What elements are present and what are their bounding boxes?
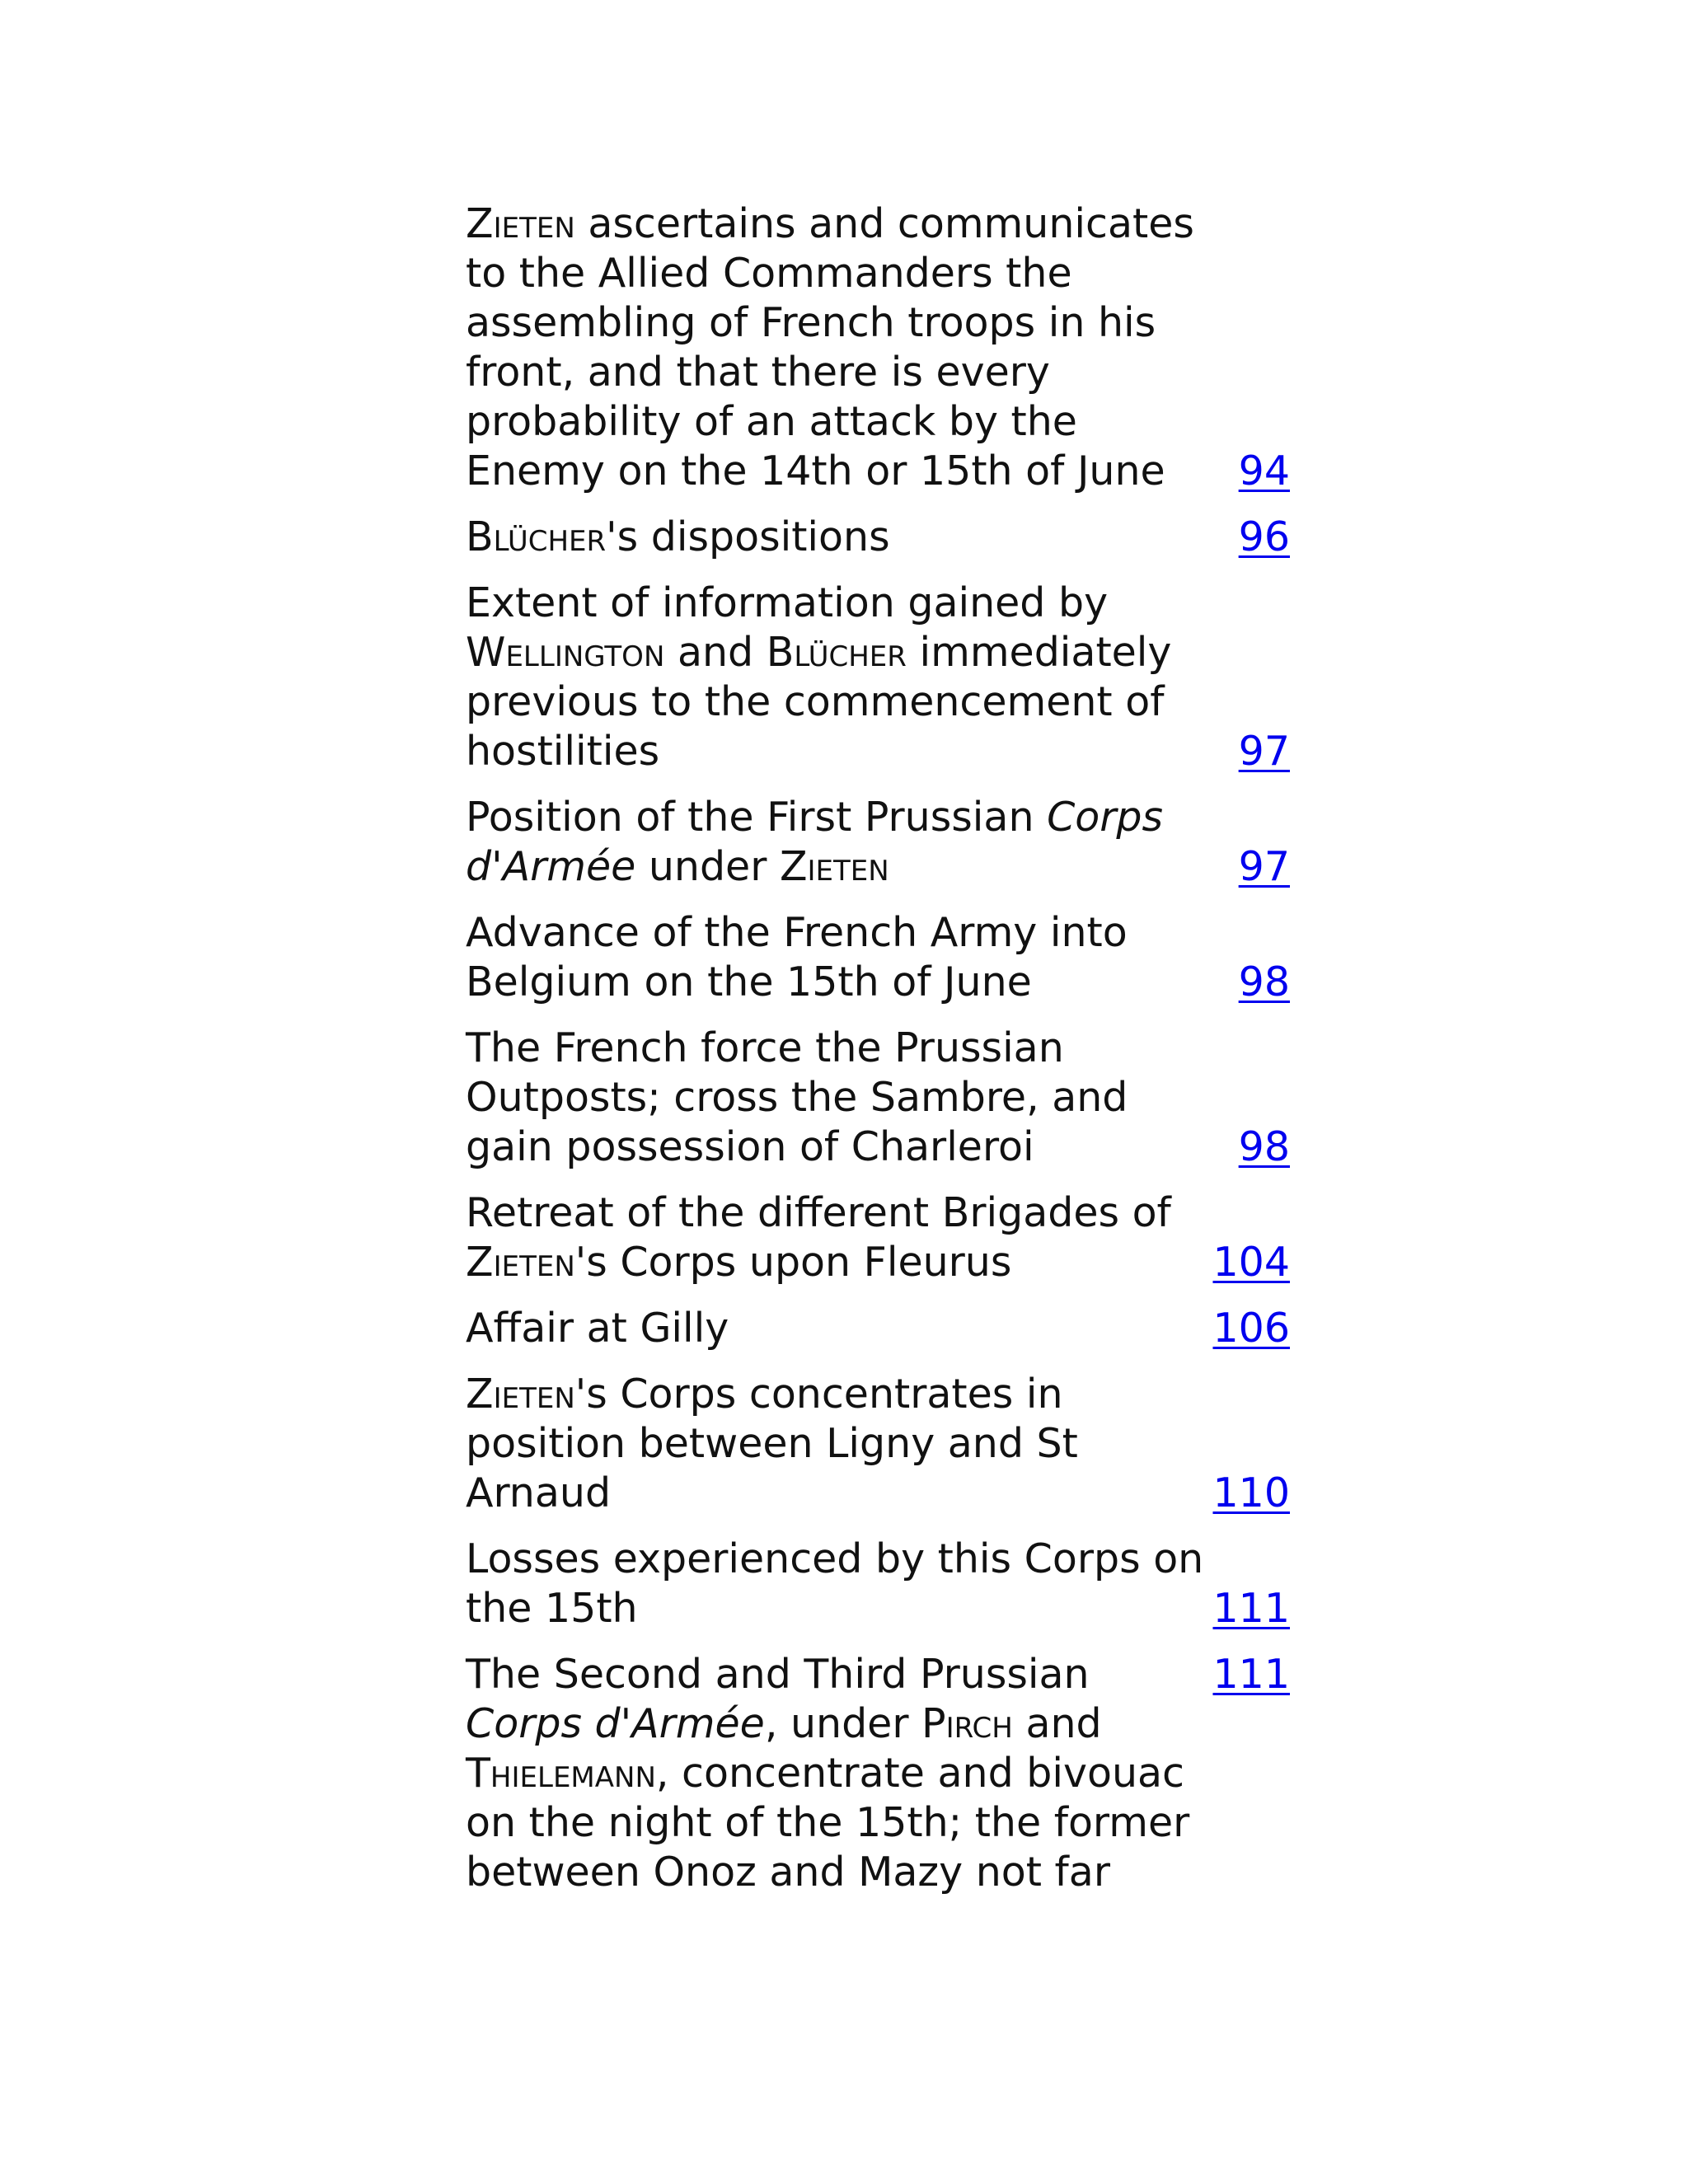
toc-entry: [466, 1370, 1290, 1535]
toc-page-cell: [1206, 1535, 1290, 1650]
entry-text-segment: 's Corps concentrates in position between Ligny and St Arnaud: [466, 1371, 1078, 1516]
entry-text-segment: The Second and Third Prussian: [466, 1651, 1090, 1698]
person-name: Thielemann: [466, 1750, 656, 1797]
entry-text-segment: and: [664, 629, 767, 676]
toc-entry-text: [466, 1370, 1206, 1535]
entry-text-segment: , concentrate and bivouac on the night of the 15th; the former between Onoz and Mazy not far: [466, 1750, 1190, 1896]
person-name: Zieten: [466, 200, 575, 247]
entry-text-segment: Position of the First Prussian: [466, 794, 1048, 841]
toc-page-cell: [1206, 908, 1290, 1024]
entry-text-segment: Losses experienced by this Corps on the 15th: [466, 1535, 1204, 1632]
entry-text-segment: 's dispositions: [606, 513, 890, 560]
toc-page-cell: [1206, 199, 1290, 513]
toc-entry: [466, 1650, 1290, 1914]
page-link[interactable]: 111: [1212, 1651, 1290, 1698]
toc-page-cell: [1206, 1188, 1290, 1304]
toc-page-cell: [1206, 579, 1290, 793]
toc-page-cell: [1206, 513, 1290, 579]
table-of-contents: [466, 199, 1290, 1914]
toc-entry: [466, 1188, 1290, 1304]
page-link[interactable]: 111: [1212, 1585, 1290, 1632]
toc-page-cell: [1206, 1024, 1290, 1188]
toc-entry: [466, 908, 1290, 1024]
toc-entry-text: [466, 1535, 1206, 1650]
italic-term: Corps d'Armée: [466, 1700, 765, 1747]
person-name: Pirch: [921, 1700, 1013, 1747]
entry-text-segment: Retreat of the different Brigades of: [466, 1189, 1171, 1236]
toc-entry: [466, 513, 1290, 579]
toc-entry: [466, 1304, 1290, 1370]
toc-entry: [466, 579, 1290, 793]
toc-page-cell: [1206, 1304, 1290, 1370]
toc-entry-text: [466, 1188, 1206, 1304]
entry-text-segment: under: [635, 843, 780, 890]
toc-entry-text: [466, 908, 1206, 1024]
toc-entry: [466, 793, 1290, 908]
page-link[interactable]: 98: [1238, 1123, 1290, 1170]
entry-text-segment: Advance of the French Army into Belgium on the 15th of June: [466, 909, 1128, 1005]
toc-page-cell: [1206, 1370, 1290, 1535]
toc-entry: [466, 199, 1290, 513]
toc-entry-text: [466, 199, 1206, 513]
toc-page-cell: [1206, 793, 1290, 908]
toc-page-cell: [1206, 1650, 1290, 1914]
entry-text-segment: 's Corps upon Fleurus: [574, 1239, 1012, 1286]
page-link[interactable]: 97: [1238, 728, 1290, 775]
entry-text-segment: immediately previous to the commencement of hostilities: [466, 629, 1172, 775]
page-link[interactable]: 94: [1238, 448, 1290, 494]
toc-entry: [466, 1024, 1290, 1188]
toc-entry-text: [466, 1304, 1206, 1370]
person-name: Zieten: [466, 1371, 575, 1418]
page-link[interactable]: 106: [1212, 1305, 1290, 1352]
person-name: Blücher: [466, 513, 607, 560]
toc-entry-text: [466, 1024, 1206, 1188]
page-link[interactable]: 98: [1238, 958, 1290, 1005]
entry-text-segment: Affair at Gilly: [466, 1305, 729, 1352]
entry-text-segment: ascertains and communicates to the Allied Commanders the assembling of French troops in his front, and that there is every probability of an attack by the Enemy on the 14th or 15th of June: [466, 200, 1194, 494]
entry-text-segment: Extent of information gained by: [466, 579, 1109, 626]
person-name: Wellington: [466, 629, 665, 676]
entry-text-segment: The French force the Prussian Outposts; cross the Sambre, and gain possession of Charleroi: [466, 1024, 1128, 1170]
person-name: Zieten: [779, 843, 889, 890]
page-link[interactable]: 104: [1212, 1239, 1290, 1286]
toc-entry: [466, 1535, 1290, 1650]
italic-term: Corps d'Armée: [466, 794, 1164, 890]
toc-entry-text: [466, 1650, 1206, 1914]
page-link[interactable]: 110: [1212, 1469, 1290, 1516]
person-name: Zieten: [466, 1239, 575, 1286]
person-name: Blücher: [766, 629, 907, 676]
toc-entry-text: [466, 513, 1206, 579]
toc-entry-text: [466, 793, 1206, 908]
entry-text-segment: and: [1012, 1700, 1102, 1747]
toc-entry-text: [466, 579, 1206, 793]
page-link[interactable]: 97: [1238, 843, 1290, 890]
page-link[interactable]: 96: [1238, 513, 1290, 560]
entry-text-segment: , under: [764, 1700, 922, 1747]
